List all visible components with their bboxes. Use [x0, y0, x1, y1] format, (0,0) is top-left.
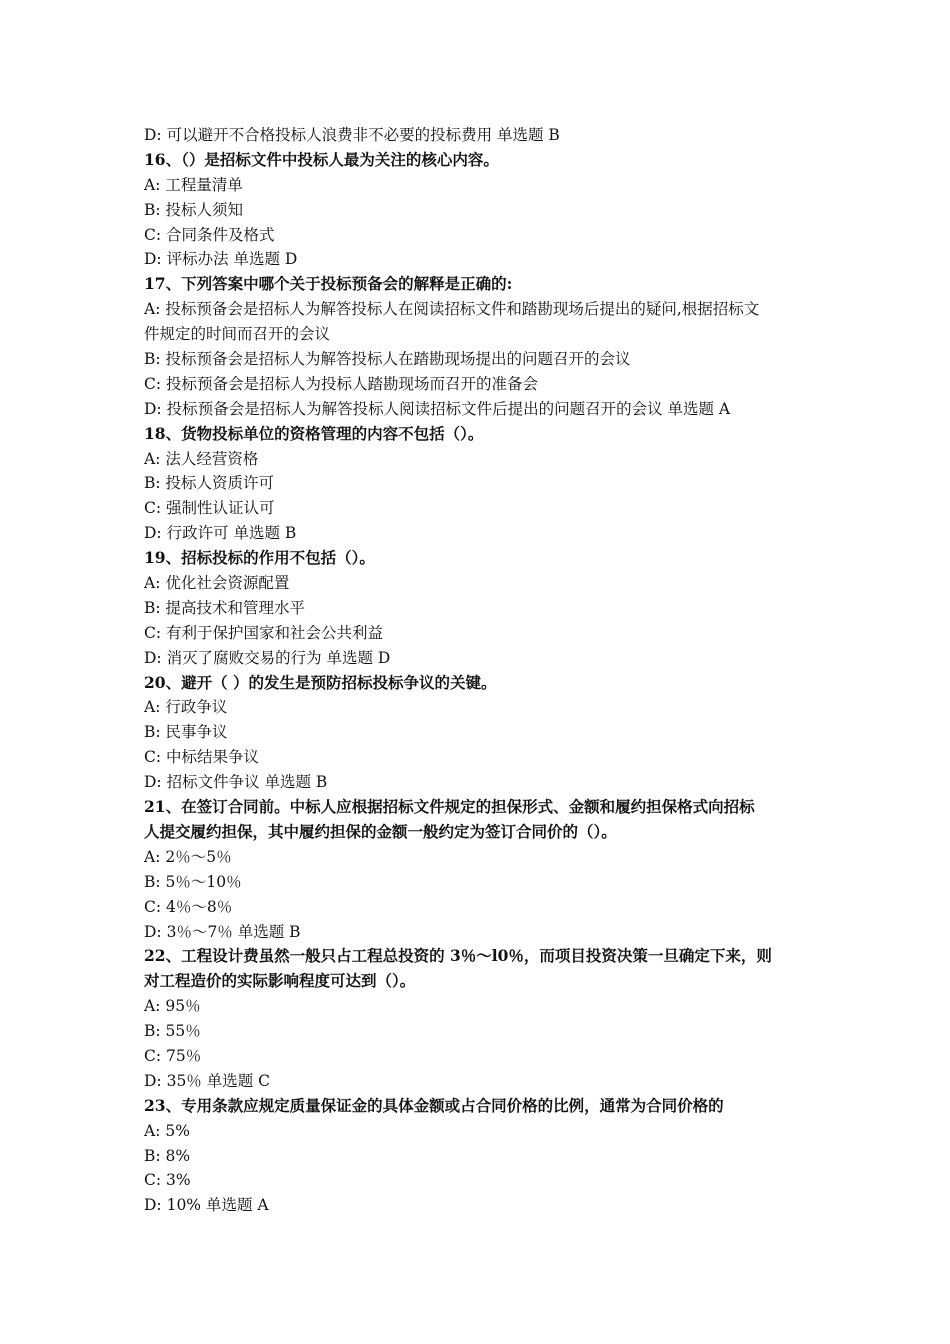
- question-line: 19、招标投标的作用不包括（）。: [144, 548, 375, 568]
- option-line: A: 95％: [144, 997, 201, 1016]
- option-line: C: 有利于保护国家和社会公共利益: [144, 623, 384, 642]
- option-line: C: 合同条件及格式: [144, 225, 275, 244]
- option-line: D: 10% 单选题 A: [144, 1196, 269, 1215]
- question-line: 20、避开（ ）的发生是预防招标投标争议的关键。: [144, 672, 497, 692]
- option-line: A: 工程量清单: [144, 175, 243, 194]
- option-line: D: 投标预备会是招标人为解答投标人阅读招标文件后提出的问题召开的会议 单选题 A: [144, 399, 731, 418]
- option-line: D: 消灭了腐败交易的行为 单选题 D: [144, 648, 391, 667]
- option-line: A: 行政争议: [144, 698, 228, 717]
- document-body: [144, 123, 814, 1218]
- option-line: A: 5%: [144, 1121, 190, 1140]
- option-line: B: 投标预备会是招标人为解答投标人在踏勘现场提出的问题召开的会议: [144, 350, 631, 369]
- option-line: D: 评标办法 单选题 D: [144, 250, 298, 269]
- option-line: C: 75％: [144, 1046, 202, 1065]
- question-line: 23、专用条款应规定质量保证金的具体金额或占合同价格的比例，通常为合同价格的: [144, 1095, 724, 1115]
- question-line: 21、在签订合同前。中标人应根据招标文件规定的担保形式、金额和履约担保格式向招标: [144, 797, 755, 817]
- option-line: A: 优化社会资源配置: [144, 574, 290, 593]
- question-line: 17、下列答案中哪个关于投标预备会的解释是正确的:: [144, 274, 513, 294]
- option-line: D: 3％～7％ 单选题 B: [144, 922, 301, 941]
- option-line: B: 5％～10％: [144, 872, 242, 891]
- option-line: B: 民事争议: [144, 723, 228, 742]
- option-line: D: 招标文件争议 单选题 B: [144, 773, 328, 792]
- question-line: 对工程造价的实际影响程度可达到（）。: [144, 971, 416, 991]
- option-line: B: 投标人须知: [144, 200, 244, 219]
- option-line: B: 8%: [144, 1146, 191, 1165]
- option-line: C: 4％～8％: [144, 897, 233, 916]
- question-line: 22、工程设计费虽然一般只占工程总投资的 3％～l0％，而项目投资决策一旦确定下来，则: [144, 946, 772, 966]
- option-line: D: 行政许可 单选题 B: [144, 524, 297, 543]
- option-line: C: 3%: [144, 1171, 191, 1190]
- option-line: C: 中标结果争议: [144, 748, 260, 767]
- option-line: A: 法人经营资格: [144, 449, 259, 468]
- question-line: 人提交履约担保，其中履约担保的金额一般约定为签订合同价的（）。: [144, 821, 617, 841]
- option-line: A: 投标预备会是招标人为解答投标人在阅读招标文件和踏勘现场后提出的疑问,根据招标文: [144, 300, 760, 319]
- option-line: 件规定的时间而召开的会议: [144, 325, 331, 344]
- option-line: B: 提高技术和管理水平: [144, 598, 306, 617]
- option-line: B: 投标人资质许可: [144, 474, 275, 493]
- option-line: D: 可以避开不合格投标人浪费非不必要的投标费用 单选题 B: [144, 126, 560, 144]
- option-line: D: 35％ 单选题 C: [144, 1071, 271, 1090]
- question-line: 16、（）是招标文件中投标人最为关注的核心内容。: [144, 149, 499, 169]
- option-line: C: 强制性认证认可: [144, 499, 275, 518]
- option-line: A: 2％～5％: [144, 847, 232, 866]
- question-line: 18、货物投标单位的资格管理的内容不包括（）。: [144, 423, 484, 443]
- option-line: B: 55％: [144, 1022, 201, 1041]
- option-line: C: 投标预备会是招标人为投标人踏勘现场而召开的准备会: [144, 374, 539, 393]
